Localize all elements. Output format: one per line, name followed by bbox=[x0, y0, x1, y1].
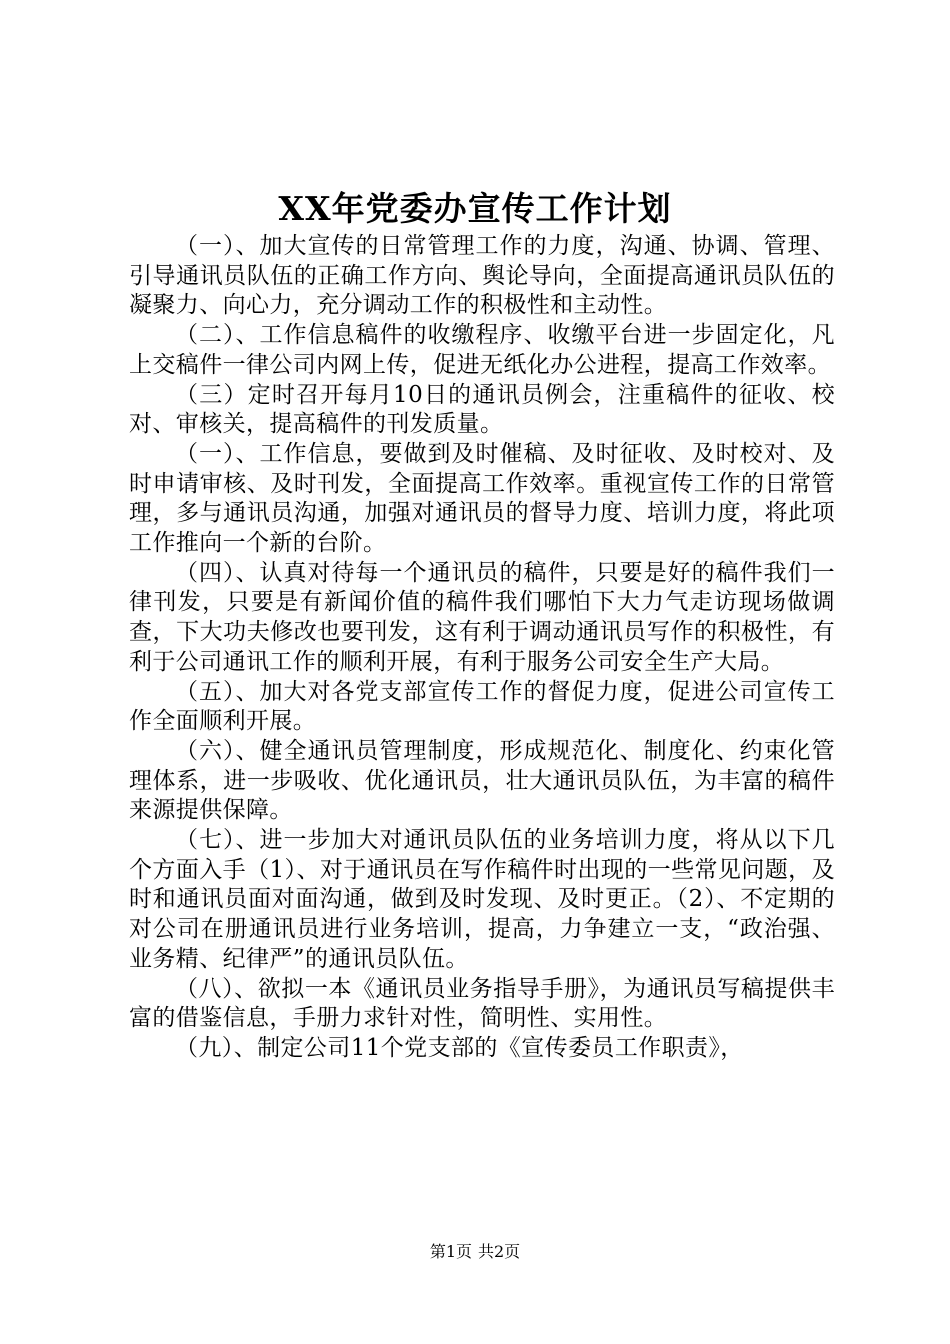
document-title: XX年党委办宣传工作计划 bbox=[278, 189, 672, 228]
paragraph-7: （六）、健全通讯员管理制度，形成规范化、制度化、约束化管理体系，进一步吸收、优化通讯员，壮大通讯员队伍，为丰富的稿件来源提供保障。 bbox=[129, 737, 835, 824]
page-number-total: 共2页 bbox=[478, 1242, 521, 1261]
paragraph-6: （五）、加大对各党支部宣传工作的督促力度，促进公司宣传工作全面顺利开展。 bbox=[129, 678, 835, 735]
paragraph-1: （一）、加大宣传的日常管理工作的力度，沟通、协调、管理、引导通讯员队伍的正确工作方向、舆论导向，全面提高通讯员队伍的凝聚力、向心力，充分调动工作的积极性和主动性。 bbox=[129, 233, 835, 319]
page-footer bbox=[0, 1241, 950, 1263]
document-body bbox=[129, 232, 835, 1064]
paragraph-8: （七）、进一步加大对通讯员队伍的业务培训力度，将从以下几个方面入手（1）、对于通讯员在写作稿件时出现的一些常见问题，及时和通讯员面对面沟通，做到及时发现、及时更正。（2）、不定期的对公司在册通讯员进行业务培训，提高，力争建立一支，“政治强、业务精、纪律严”的通讯员队伍。 bbox=[129, 827, 835, 972]
paragraph-2: （二）、工作信息稿件的收缴程序、收缴平台进一步固定化，凡上交稿件一律公司内网上传，促进无纸化办公进程，提高工作效率。 bbox=[129, 322, 835, 378]
paragraph-4: （一）、工作信息，要做到及时催稿、及时征收、及时校对、及时申请审核、及时刊发，全面提高工作效率。重视宣传工作的日常管理，多与通讯员沟通，加强对通讯员的督导力度、培训力度，将此项工作推向一个新的台阶。 bbox=[129, 440, 835, 557]
paragraph-10: （九）、制定公司11个党支部的《宣传委员工作职责》， bbox=[175, 1034, 744, 1061]
paragraph-5: （四）、认真对待每一个通讯员的稿件，只要是好的稿件我们一律刊发，只要是有新闻价值的稿件我们哪怕下大力气走访现场做调查，下大功夫修改也要刊发，这有利于调动通讯员写作的积极性，有利于公司通讯工作的顺利开展，有利于服务公司安全生产大局。 bbox=[129, 559, 835, 675]
paragraph-9: （八）、欲拟一本《通讯员业务指导手册》，为通讯员写稿提供丰富的借鉴信息，手册力求针对性，简明性、实用性。 bbox=[129, 975, 835, 1032]
page-number-current: 第1页 bbox=[429, 1242, 472, 1261]
paragraph-3: （三）定时召开每月10日的通讯员例会，注重稿件的征收、校对、审核关，提高稿件的刊发质量。 bbox=[129, 381, 835, 438]
